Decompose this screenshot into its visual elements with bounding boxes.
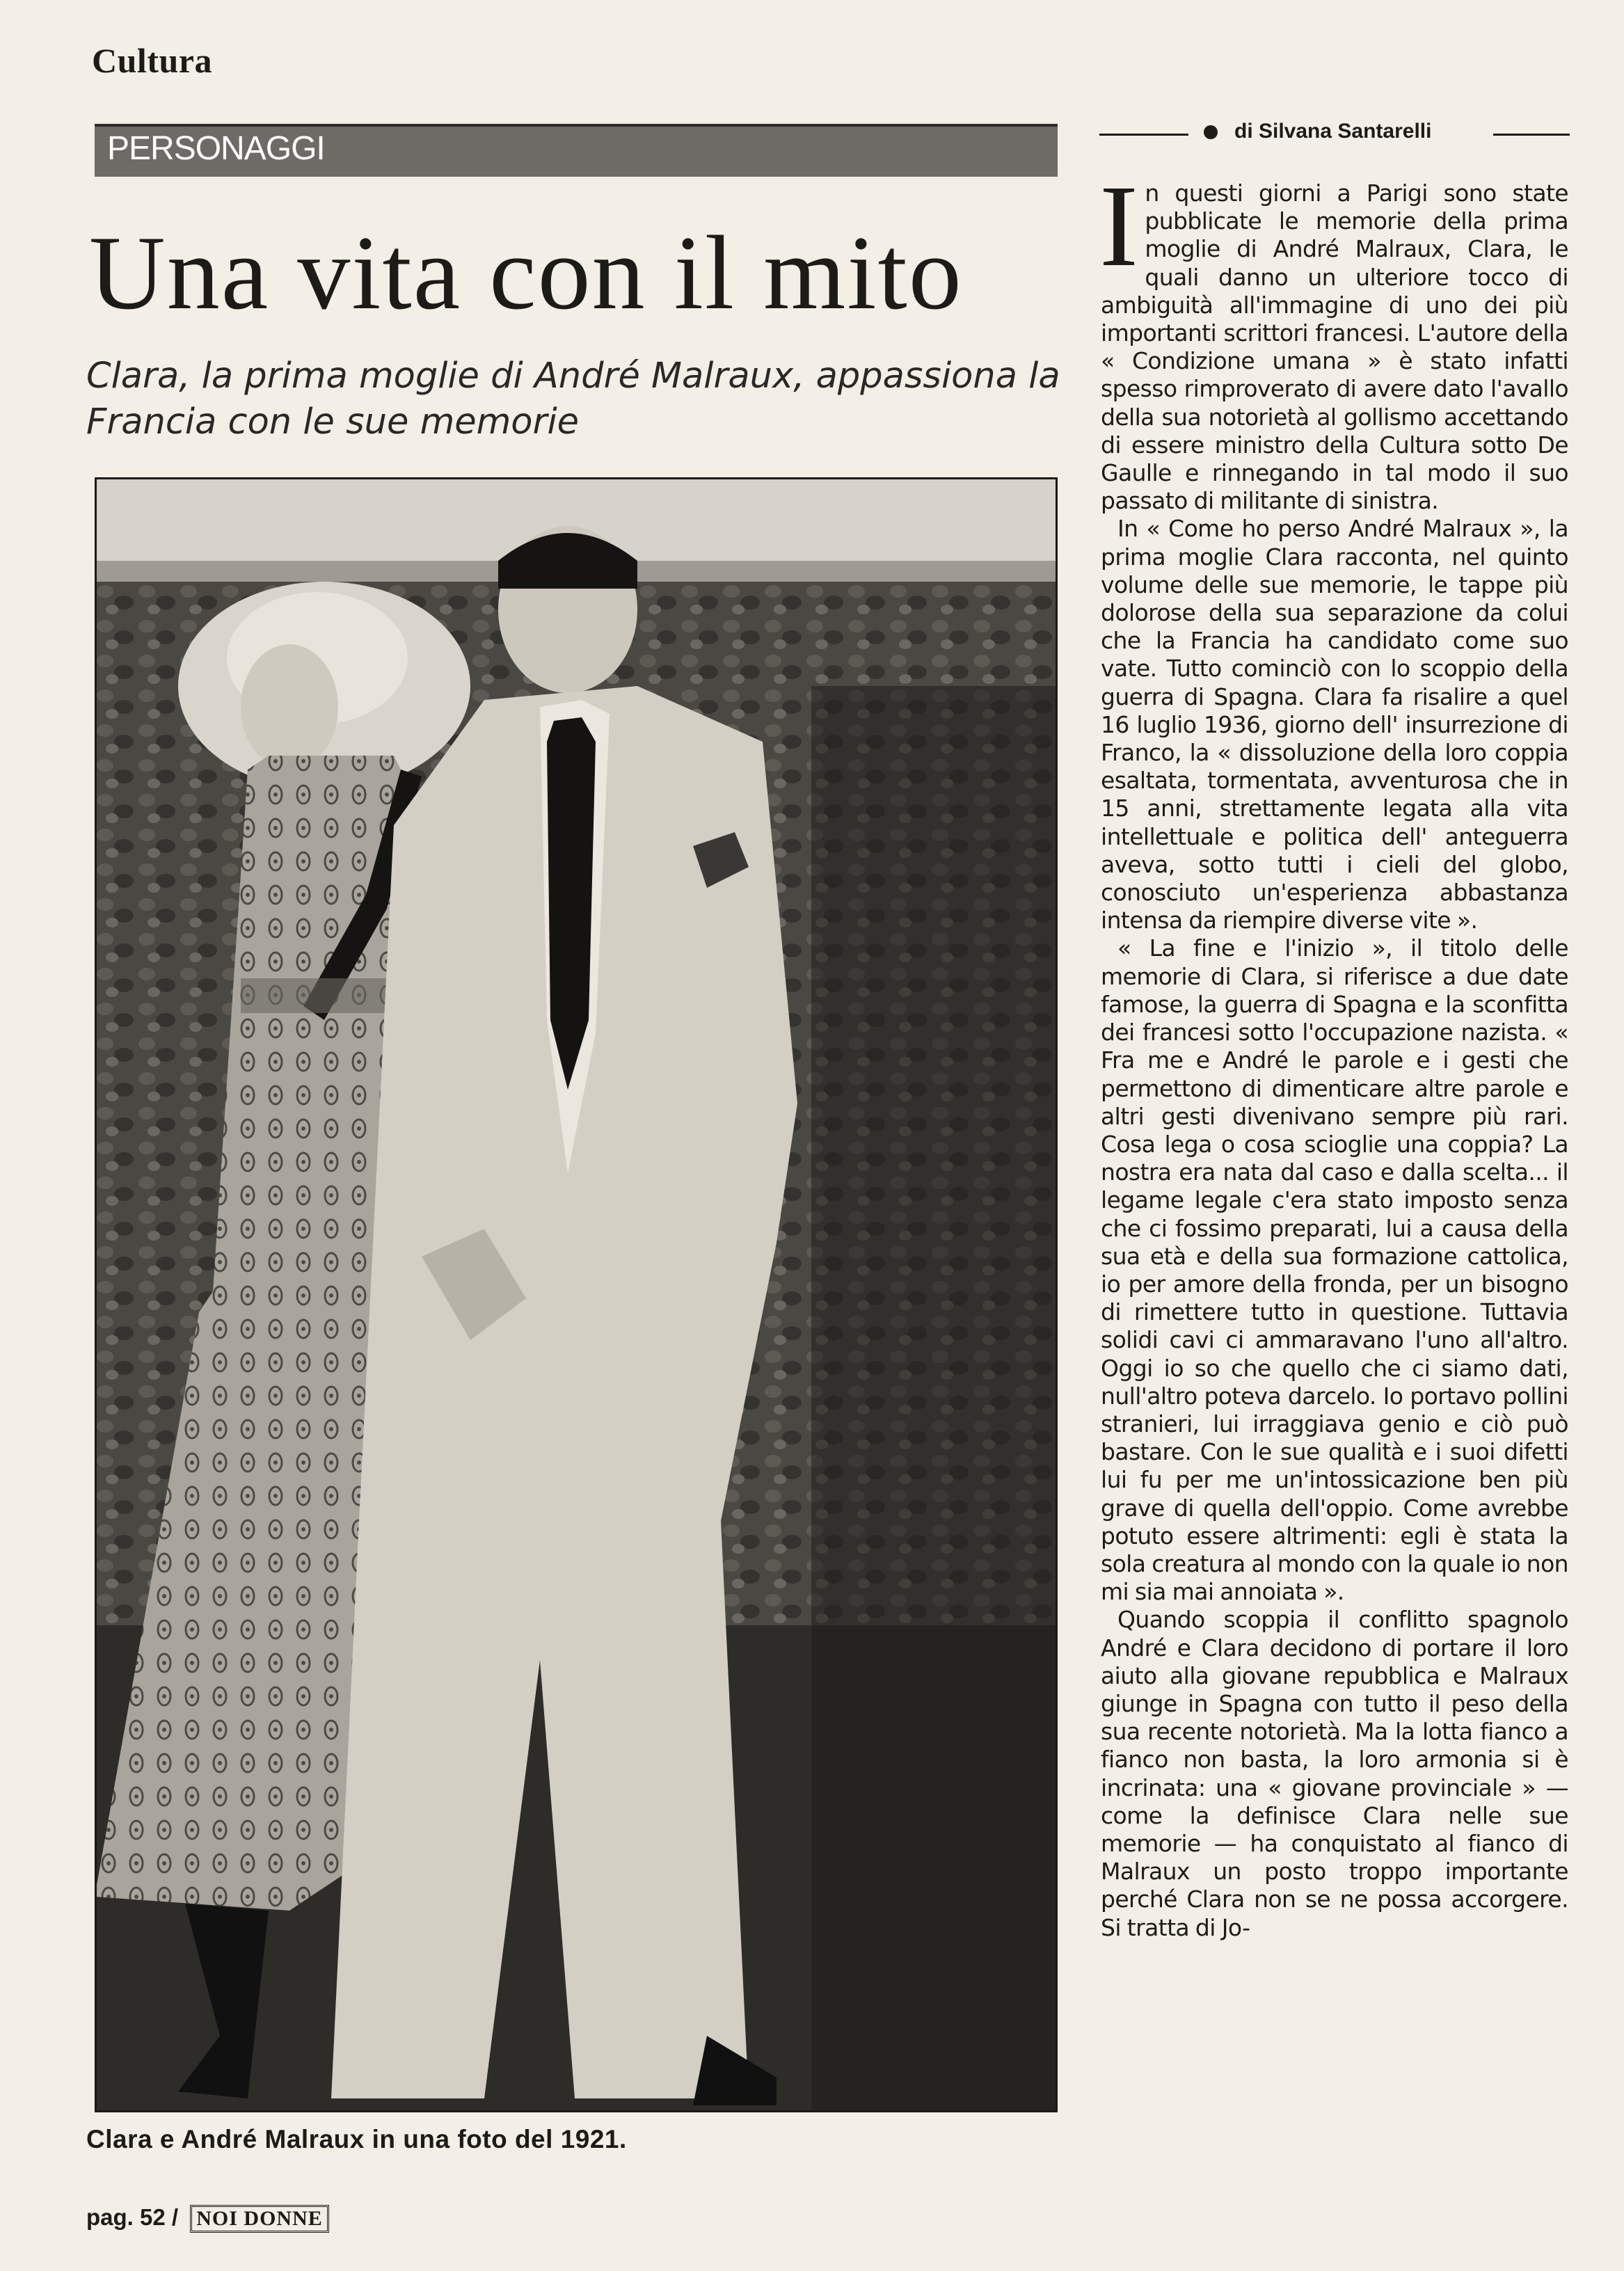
paragraph: « La fine e l'inizio », il titolo delle memorie di Clara, si riferisce a due date famose, la guerra di Spagna e la sconfitta dei francesi sotto l'occupazione nazista. « Fra me e André le parole e i gesti che permettono di dimenticare altre parole e altri gesti divenivano sempre più rari. Cosa lega o cosa scioglie una coppia? La nostra era nata dal caso e dalla scelta... il legame legale c'era stato imposto senza che ci fossimo preparati, lui a causa della sua età e della sua formazione cattolica, io per amore della fronda, per un bisogno di rimettere tutto in questione. Tuttavia solidi cavi ci ammaravano l'uno all'altro. Oggi io so che quello che ci siamo dati, null'altro poteva darcelo. Io portavo pollini stranieri, lui irraggiava genio e ciò può bastare. Con le sue qualità e i suoi difetti lui fu per me un'intossicazione ben più grave di quella dell'oppio. Come avrebbe potuto essere altrimenti: egli è stata la sola creatura al mondo con la quale io non mi sia mai annoiata ».	[1101, 934, 1568, 1606]
paragraph-text: n questi giorni a Parigi sono state pubblicate le memorie della prima moglie di André Malraux, Clara, le quali danno un ulteriore tocco di ambiguità all'immagine di uno dei più importanti scrittori francesi. L'autore della « Condizione umana » è stato infatti spesso rimproverato di avere dato l'avallo della sua notorietà al gollismo accettando di essere ministro della Cultura sotto De Gaulle e rinnegando in tal modo il suo passato di militante di sinistra.	[1101, 180, 1568, 515]
byline-rule-right	[1493, 134, 1570, 136]
magazine-logo: NOI DONNE	[190, 2205, 329, 2233]
byline	[1099, 120, 1570, 148]
byline-bullet-icon	[1204, 125, 1218, 139]
byline-rule-left	[1099, 134, 1188, 136]
author-name: di Silvana Santarelli	[1234, 120, 1432, 143]
headline: Una vita con il mito	[89, 214, 963, 331]
paragraph	[1099, 161, 1568, 515]
article-body	[1099, 161, 1568, 1942]
rubric-bar	[95, 124, 1058, 177]
page-number: pag. 52	[86, 2204, 166, 2230]
photo-illustration	[95, 477, 1058, 2112]
dropcap: I	[1099, 161, 1138, 291]
subheadline: Clara, la prima moglie di André Malraux, appassiona la Francia con le sue memorie	[86, 356, 1060, 443]
section-label: Cultura	[92, 41, 212, 80]
page-footer	[86, 2204, 329, 2233]
folio-separator: /	[171, 2204, 179, 2230]
photo-caption: Clara e André Malraux in una foto del 1921.	[86, 2125, 627, 2153]
paragraph: In « Come ho perso André Malraux », la prima moglie Clara racconta, nel quinto volume delle sue memorie, le tappe più dolorose della sua separazione da colui che la Francia ha candidato come suo vate. Tutto cominciò con lo scoppio della guerra di Spagna. Clara fa risalire a quel 16 luglio 1936, giorno dell' insurrezione di Franco, la « dissoluzione della loro coppia esaltata, tormentata, avventurosa che in 15 anni, strettamente legata alla vita intellettuale e politica dell' anteguerra aveva, sotto tutti i cieli del globo, conosciuto un'esperienza abbastanza intensa da riempire diverse vite ».	[1101, 515, 1568, 934]
photo	[95, 477, 1058, 2112]
rubric-label: PERSONAGGI	[107, 130, 325, 167]
paragraph: Quando scoppia il conflitto spagnolo André e Clara decidono di portare il loro aiuto alla giovane repubblica e Malraux giunge in Spagna con tutto il peso della sua recente notorietà. Ma la lotta fianco a fianco non basta, la loro armonia si è incrinata: una « giovane provinciale » — come la definisce Clara nelle sue memorie — ha conquistato al fianco di Malraux un posto troppo importante perché Clara non se ne possa accorgere. Si tratta di Jo-	[1101, 1606, 1568, 1941]
